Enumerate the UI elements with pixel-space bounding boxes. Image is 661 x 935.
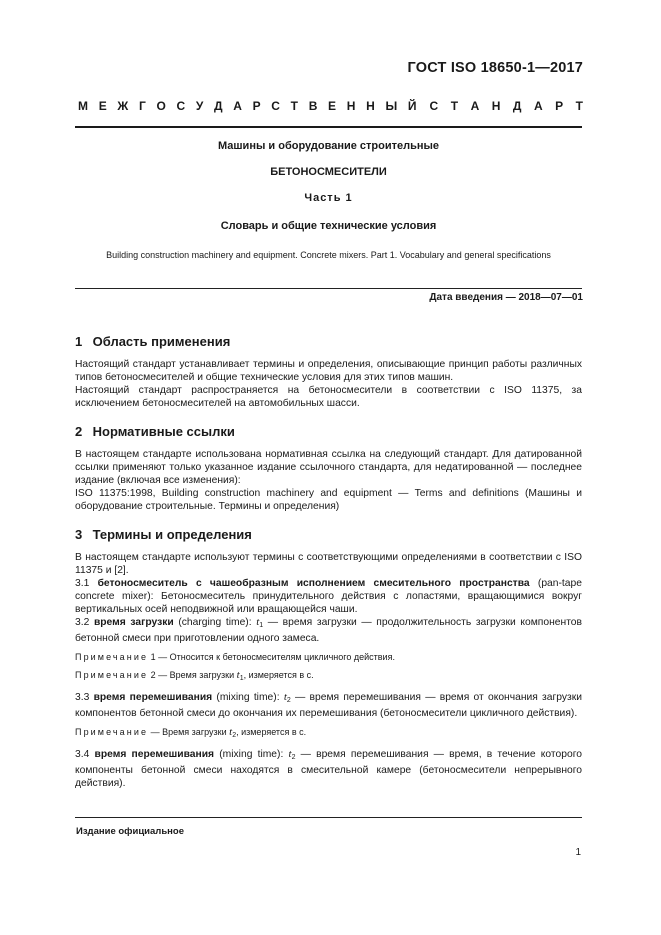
note-symbol-subscript: 1 xyxy=(239,675,244,682)
note-label: Примечание xyxy=(75,652,149,662)
heading-letter: Д xyxy=(213,99,223,113)
note-symbol: t xyxy=(236,669,240,681)
section-title: Нормативные ссылки xyxy=(92,424,235,439)
heading-letter: Т xyxy=(290,99,298,113)
note-label: Примечание xyxy=(75,727,149,737)
title-vocabulary: Словарь и общие технические условия xyxy=(220,220,437,232)
term-number: 3.1 xyxy=(75,578,90,589)
term-symbol-subscript: 1 xyxy=(259,622,264,629)
heading-letter: Д xyxy=(512,99,522,113)
term-3-3 xyxy=(75,691,582,720)
heading-letter: Ы xyxy=(385,99,398,113)
title-rule xyxy=(75,288,582,289)
heading-letter: А xyxy=(470,99,480,113)
term-name: время перемешивания xyxy=(93,692,213,703)
heading-letter: Г xyxy=(138,99,146,113)
term-3-4 xyxy=(75,748,582,790)
note-text-end: , измеряется в с. xyxy=(236,727,307,737)
term-definition: — время перемешивания — время, в течение которого компоненты бетонной смеси находятся в смесительной камере (бетоносмесители непрерывного действия). xyxy=(75,749,582,789)
section-number: 1 xyxy=(75,334,83,349)
note-text: 1 — Относится к бетоносмесителям цикличного действия. xyxy=(150,652,395,662)
heading-letter: С xyxy=(429,99,439,113)
standard-word xyxy=(430,99,583,113)
heading-letter: Р xyxy=(252,99,261,113)
term-number: 3.3 xyxy=(75,692,90,703)
section-number: 3 xyxy=(75,527,83,542)
note-2 xyxy=(75,669,582,685)
header-rule xyxy=(75,126,582,128)
heading-letter: Ж xyxy=(117,99,129,113)
section-3-heading xyxy=(75,525,582,545)
heading-letter: О xyxy=(156,99,166,113)
heading-letter: Н xyxy=(366,99,375,113)
section-2-paragraph-2: ISO 11375:1998, Building construction machinery and equipment — Terms and definitions (Машины и оборудование строительные. Термины и определения) xyxy=(75,488,582,512)
section-1-paragraph-2: Настоящий стандарт распространяется на бетоносмесители в соответствии с ISO 11375, за исключением бетоносмесителей на автомобильных шасси. xyxy=(75,385,582,409)
note-text-end: , измеряется в с. xyxy=(243,670,314,680)
term-definition: — время перемешивания — время от окончания загрузки компонентов бетонной смеси до окончания их перемешивания (бетоносмесители цикличного действия). xyxy=(75,692,582,719)
note-symbol: t xyxy=(229,726,233,738)
document-body xyxy=(75,332,582,790)
section-2-paragraph-1: В настоящем стандарте использована нормативная ссылка на следующий стандарт. Для датированной ссылки применяют только указанное издание ссылочного стандарта, для недатированной — последнее издание (включая все изменения): xyxy=(75,449,582,486)
title-english: Building construction machinery and equipment. Concrete mixers. Part 1. Vocabulary and general specifications xyxy=(106,250,551,260)
section-2-heading xyxy=(75,422,582,442)
term-definition: (pan-tape concrete mixer): Бетоносмеситель принудительного действия с лопастями, вращающимися вокруг вертикальных осей неподвижной или вращающейся чаши. xyxy=(75,578,582,615)
term-name: бетоносмеситель с чашеобразным исполнением смесительного пространства xyxy=(97,578,530,589)
heading-letter: Й xyxy=(407,99,417,113)
interstate-standard-heading xyxy=(78,99,583,113)
heading-letter: Т xyxy=(450,99,459,113)
title-part: Часть 1 xyxy=(304,192,353,204)
title-main: БЕТОНОСМЕСИТЕЛИ xyxy=(270,166,387,178)
page-number: 1 xyxy=(575,847,581,858)
official-edition-label: Издание официальное xyxy=(76,826,184,837)
term-number: 3.4 xyxy=(75,749,90,760)
heading-letter: Н xyxy=(346,99,356,113)
heading-letter: Т xyxy=(575,99,583,113)
note-3 xyxy=(75,726,582,742)
note-text: 2 — Время загрузки xyxy=(150,670,235,680)
term-symbol: t xyxy=(256,616,260,628)
heading-letter: Е xyxy=(98,99,107,113)
term-3-1 xyxy=(75,577,582,616)
heading-letter: А xyxy=(533,99,543,113)
section-title: Область применения xyxy=(92,334,231,349)
term-symbol-subscript: 2 xyxy=(286,697,291,704)
term-symbol-subscript: 2 xyxy=(291,754,296,761)
term-name: время загрузки xyxy=(93,617,174,628)
heading-letter: С xyxy=(176,99,186,113)
term-english: (charging time): xyxy=(178,617,252,628)
heading-letter: В xyxy=(308,99,318,113)
term-definition: — время загрузки — продолжительность загрузки компонентов бетонной смеси при приготовлении одного замеса. xyxy=(75,617,582,644)
section-title: Термины и определения xyxy=(92,527,252,542)
section-1-paragraph-1: Настоящий стандарт устанавливает термины и определения, описывающие принцип работы различных типов бетоносмесителей и общие технические условия для этих типов машин. xyxy=(75,359,582,383)
section-1-heading xyxy=(75,332,582,352)
heading-letter: С xyxy=(271,99,280,113)
footer-rule xyxy=(75,817,582,818)
heading-letter: Е xyxy=(328,99,337,113)
section-3-paragraph-1: В настоящем стандарте используют термины с соответствующими определениями в соответствии с ISO 11375 и [2]. xyxy=(75,552,582,576)
heading-letter: Р xyxy=(555,99,564,113)
heading-letter: М xyxy=(78,99,88,113)
heading-letter: Н xyxy=(491,99,501,113)
note-label: Примечание xyxy=(75,670,149,680)
title-subtitle: Машины и оборудование строительные xyxy=(217,140,440,152)
term-symbol: t xyxy=(288,748,292,760)
term-3-2 xyxy=(75,616,582,645)
note-1 xyxy=(75,651,582,663)
heading-letter: А xyxy=(233,99,242,113)
term-symbol: t xyxy=(283,691,287,703)
document-code: ГОСТ ISO 18650-1—2017 xyxy=(407,60,583,76)
section-number: 2 xyxy=(75,424,83,439)
note-text: — Время загрузки xyxy=(150,727,227,737)
term-number: 3.2 xyxy=(75,617,90,628)
note-symbol-subscript: 2 xyxy=(232,732,237,739)
introduction-date: Дата введения — 2018—07—01 xyxy=(429,292,583,303)
term-english: (mixing time): xyxy=(216,692,280,703)
heading-letter: У xyxy=(195,99,204,113)
term-name: время перемешивания xyxy=(94,749,215,760)
term-english: (mixing time): xyxy=(219,749,284,760)
interstate-word xyxy=(78,99,417,113)
